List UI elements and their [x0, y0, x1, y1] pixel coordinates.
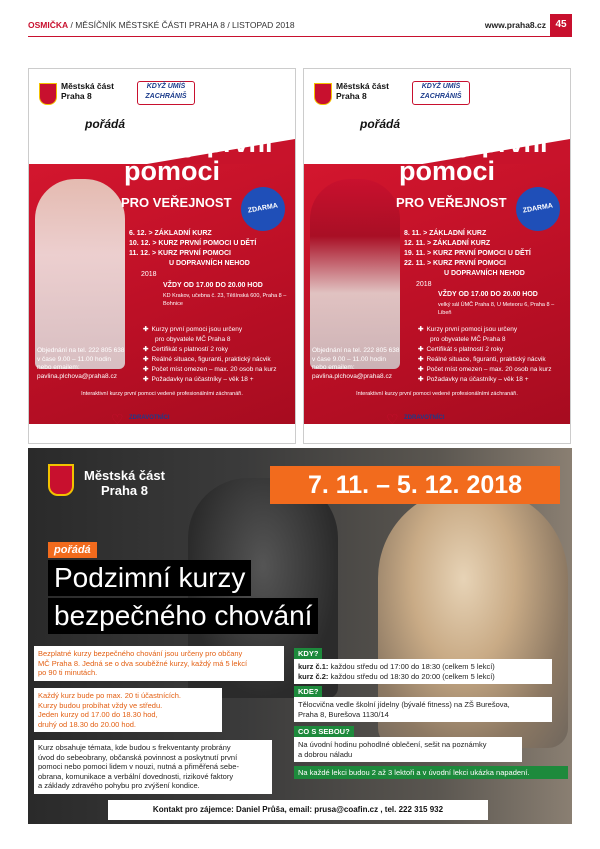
poster-porada: pořádá	[360, 117, 401, 131]
poster-year: 2018	[416, 281, 432, 288]
ad-title: Podzimní kurzy bezpečného chování	[48, 560, 438, 636]
poster-audience: PRO VEŘEJNOST	[121, 195, 232, 210]
heart-icon: ♡	[386, 411, 399, 427]
page-header	[28, 20, 572, 36]
trainer-photo	[35, 179, 125, 369]
poster-org: Městská část Praha 8	[61, 81, 114, 101]
ad-contact: Kontakt pro zájemce: Daniel Průša, email: prusa@coafin.cz , tel. 222 315 932	[108, 800, 488, 820]
poster-footer-note: Interaktivní kurzy první pomoci vedené profesionálními záchranáři.	[81, 391, 243, 397]
poster-year: 2018	[141, 271, 157, 278]
poster-contact: Objednání na tel. 222 805 638 v čase 9.00 – 11.00 hodin nebo emailem: pavlina.plchova@praha8.cz	[312, 347, 400, 380]
magazine-brand: OSMIČKA	[28, 20, 69, 30]
ad-org: Městská část Praha 8	[84, 468, 165, 498]
praha8-crest-icon	[39, 83, 57, 105]
bring-box: Na úvodní hodinu pohodlné oblečení, sešit na poznámky a dobrou náladu	[294, 737, 522, 762]
when-box: kurz č.1: každou středu od 17:00 do 18:30 (celkem 5 lekcí) kurz č.2: každou středu od 18:30 do 20:00 (celkem 5 lekcí)	[294, 659, 552, 684]
where-box: Tělocvična vedle školní jídelny (bývalé fitness) na ZŠ Burešova, Praha 8, Burešova 1130/14	[294, 697, 552, 722]
poster-address: KD Krakov, učebna č. 23, Těšínská 600, Praha 8 – Bohnice	[163, 293, 287, 307]
poster-features: ✚ Kurzy první pomoci jsou určeny pro obyvatele MČ Praha 8 ✚ Certifikát s platností 2 roky ✚ Reálné situace, figuranti, praktický nácvik ✚ Počet míst omezen – max. 20 osob na kurz ✚ Požadavky na účastníky – věk 18 +	[143, 326, 277, 383]
poster-title: Kurzy první pomoci	[399, 128, 548, 186]
heart-icon: ♡	[111, 411, 124, 427]
ad-date-range: 7. 11. – 5. 12. 2018	[270, 466, 560, 504]
paramedic-photo	[310, 179, 400, 369]
header-divider	[28, 36, 572, 37]
poster-org: Městská část Praha 8	[336, 81, 389, 101]
poster-time: VŽDY OD 17.00 DO 20.00 HOD	[438, 291, 538, 298]
praha8-crest-icon	[48, 464, 74, 496]
kdyz-umis-logo: KDYŽ UMÍŠ ZACHRÁNIŠ	[412, 81, 470, 105]
praha8-crest-icon	[314, 83, 332, 105]
poster-first-aid-november	[303, 68, 571, 444]
when-tag: KDY?	[294, 648, 322, 659]
where-tag: KDE?	[294, 686, 322, 697]
zdravotnici-logo: ZDRAVOTNÍCI	[129, 415, 170, 421]
poster-schedule: 8. 11. > ZÁKLADNÍ KURZ 12. 11. > ZÁKLADNÍ KURZ 19. 11. > KURZ PRVNÍ POMOCI U DĚTÍ 22. 11. > KURZ PRVNÍ POMOCI U DOPRAVNÍCH NEHOD	[404, 230, 531, 277]
lecturers-note: Na každé lekci budou 2 až 3 lektoři a v úvodní lekci ukázka napadení.	[294, 766, 568, 779]
ad-capacity-box: Každý kurz bude po max. 20 ti účastnících. Kurzy budou probíhat vždy ve středu. Jeden kurzy od 17.00 do 18.30 hod, druhý od 18.30 do 20.00 hod.	[34, 688, 222, 732]
safety-course-ad	[28, 448, 572, 824]
ad-intro-box: Bezplatné kurzy bezpečného chování jsou určeny pro občany MČ Praha 8. Jedná se o dva souběžné kurzy, každý má 5 lekcí po 90 ti minutách.	[34, 646, 284, 681]
kdyz-umis-logo: KDYŽ UMÍŠ ZACHRÁNIŠ	[137, 81, 195, 105]
issue-meta: / MĚSÍČNÍK MĚSTSKÉ ČÁSTI PRAHA 8 / LISTOPAD 2018	[68, 20, 295, 30]
poster-title: Kurzy první pomoci	[124, 128, 273, 186]
website-link[interactable]: www.praha8.cz	[484, 20, 546, 30]
ad-topics-box: Kurz obsahuje témata, kde budou s frekventanty probrány úvod do sebeobrany, občanská povinnost a poskytnutí první pomoci nebo pomoci lidem v nouzi, nutná a přiměřená sebe- obrana, komunikace a verbální dovednosti, rizikové faktory a základy zdravého pohybu pro zvýšení kondice.	[34, 740, 272, 794]
poster-first-aid-december	[28, 68, 296, 444]
free-badge: ZDARMA	[513, 184, 564, 235]
poster-contact: Objednání na tel. 222 805 638 v čase 9.00 – 11.00 hodin nebo emailem: pavlina.plchova@praha8.cz	[37, 347, 125, 380]
bring-tag: CO S SEBOU?	[294, 726, 354, 737]
poster-porada: pořádá	[85, 117, 126, 131]
poster-schedule: 6. 12. > ZÁKLADNÍ KURZ 10. 12. > KURZ PRVNÍ POMOCI U DĚTÍ 11. 12. > KURZ PRVNÍ POMOCI U DOPRAVNÍCH NEHOD	[129, 230, 257, 267]
page-number: 45	[550, 14, 572, 36]
poster-address: velký sál ÚMČ Praha 8, U Meteoru 6, Praha 8 – Libeň	[438, 302, 555, 316]
poster-features: ✚ Kurzy první pomoci jsou určeny pro obyvatele MČ Praha 8 ✚ Certifikát s platností 2 roky ✚ Reálné situace, figuranti, praktický nácvik ✚ Počet míst omezen – max. 20 osob na kurz ✚ Požadavky na účastníky – věk 18 +	[418, 326, 552, 383]
ad-porada: pořádá	[48, 542, 97, 558]
zdravotnici-logo: ZDRAVOTNÍCI	[404, 415, 445, 421]
poster-audience: PRO VEŘEJNOST	[396, 195, 507, 210]
poster-footer-note: Interaktivní kurzy první pomoci vedené profesionálními záchranáři.	[356, 391, 518, 397]
free-badge: ZDARMA	[238, 184, 289, 235]
poster-time: VŽDY OD 17.00 DO 20.00 HOD	[163, 282, 263, 289]
